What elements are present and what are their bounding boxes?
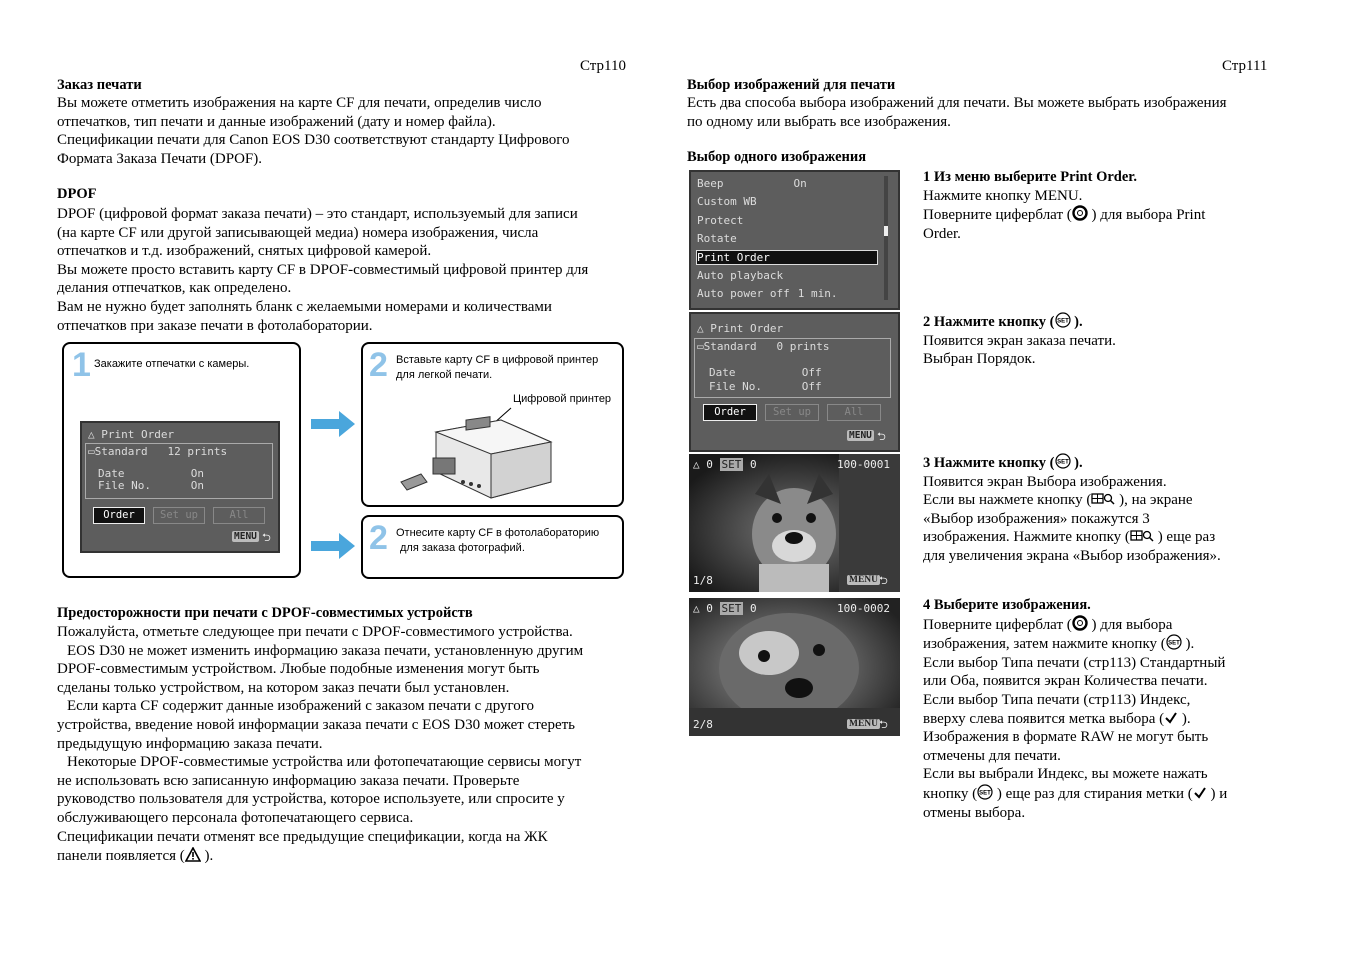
step3-title: 3 Нажмите кнопку ( SET ). bbox=[923, 455, 1083, 471]
step2b-number: 2 bbox=[369, 519, 388, 557]
intro-line: Формата Заказа Печати (DPOF). bbox=[57, 150, 263, 167]
step3-line: Появится экран Выбора изображения. bbox=[923, 473, 1167, 490]
intro-left bbox=[57, 94, 657, 168]
printer-icon bbox=[381, 402, 557, 500]
dial-icon bbox=[1072, 615, 1088, 631]
step4-line: или Оба, появится экран Количества печати. bbox=[923, 673, 1208, 690]
order-button: Order bbox=[703, 404, 757, 421]
step4-line: Поверните циферблат ( ) для выбора bbox=[923, 616, 1173, 633]
step1-block bbox=[923, 168, 1323, 243]
step4-line: Если вы выбрали Индекс, вы можете нажать bbox=[923, 766, 1208, 783]
step2a-text: Вставьте карту CF в цифровой принтер bbox=[396, 354, 599, 366]
intro-line: Вы можете отметить изображения на карте CF для печати, определив число bbox=[57, 95, 542, 111]
menu-screen bbox=[689, 170, 900, 310]
step2-line: Появится экран заказа печати. bbox=[923, 332, 1116, 349]
step3-line: «Выбор изображения» покажутся 3 bbox=[923, 510, 1150, 527]
cautions-text bbox=[57, 623, 657, 846]
all-button: All bbox=[827, 404, 881, 421]
step1-panel bbox=[62, 342, 301, 578]
photo2-file-number: 100-0002 bbox=[837, 602, 890, 615]
dpof-line: отпечатков при заказе печати в фотолаборатории. bbox=[57, 317, 373, 334]
dpof-line: отпечатков и т.д. изображений, снятых цифровой камерой. bbox=[57, 243, 432, 260]
back-arrow-icon: ⮌ bbox=[879, 574, 888, 587]
step4-line: Если выбор Типа печати (стр113) Стандартный bbox=[923, 654, 1226, 671]
intro-line: по одному или выбрать все изображения. bbox=[687, 113, 951, 130]
lcd-order-button: Order bbox=[93, 507, 145, 524]
step2-line: Выбран Порядок. bbox=[923, 351, 1036, 368]
caution-line: предыдущую информацию заказа печати. bbox=[57, 735, 323, 752]
order-title: △ Print Order bbox=[697, 322, 784, 335]
lcd-all-button: All bbox=[213, 507, 265, 524]
index-zoom-icon bbox=[1091, 492, 1115, 506]
intro-line: отпечатков, тип печати и данные изображений (дату и номер файла). bbox=[57, 113, 496, 130]
arrow-right-icon bbox=[311, 533, 357, 559]
caution-line: DPOF-совместимым устройством. Любые подобные изменения могут быть bbox=[57, 661, 540, 678]
step1-line: Нажмите кнопку MENU. bbox=[923, 187, 1083, 204]
step2a-text: для легкой печати. bbox=[396, 369, 493, 381]
order-standard: ▭Standard 0 prints bbox=[697, 340, 830, 353]
back-arrow-icon: ⮌ bbox=[877, 430, 886, 443]
page-number-right: Стр111 bbox=[1222, 58, 1268, 74]
lcd-date: Date On bbox=[98, 467, 204, 480]
set-button-icon bbox=[1055, 312, 1071, 328]
menu-badge: MENU bbox=[849, 430, 872, 441]
step4-line: отмены выбора. bbox=[923, 804, 1026, 821]
menu-item: Protect bbox=[697, 213, 744, 227]
step3-line: для увеличения экрана «Выбор изображения». bbox=[923, 547, 1221, 564]
svg-text:SET: SET bbox=[1167, 640, 1180, 647]
svg-text:SET: SET bbox=[1056, 459, 1069, 466]
step1-title: 1 Из меню выберите Print Order. bbox=[923, 169, 1138, 185]
dpof-line: DPOF (цифровой формат заказа печати) – это стандарт, используемый для записи bbox=[57, 206, 578, 222]
menu-item: Print Order bbox=[697, 251, 877, 264]
checkmark-icon bbox=[1164, 711, 1178, 725]
photo2-top-bar: △ 0 SET 0 bbox=[693, 602, 757, 615]
back-arrow-icon: ⮌ bbox=[262, 531, 271, 544]
step2a-panel bbox=[361, 342, 624, 507]
dial-icon bbox=[1072, 205, 1088, 221]
step1-line: Order. bbox=[923, 225, 961, 242]
caution-line: руководство пользователя для устройства, которое используете, или спросите у bbox=[57, 791, 565, 808]
cautions-heading: Предосторожности при печати с DPOF-совместимых устройств bbox=[57, 605, 473, 621]
step2b-panel bbox=[361, 515, 624, 579]
page-title-right: Выбор изображений для печати bbox=[687, 77, 896, 93]
step1-number: 1 bbox=[72, 346, 91, 384]
single-image-heading: Выбор одного изображения bbox=[687, 149, 867, 165]
menu-scrollbar bbox=[884, 176, 888, 300]
step4-line: отмечены для печати. bbox=[923, 747, 1061, 764]
dpof-text bbox=[57, 205, 657, 335]
printer-label: Цифровой принтер bbox=[513, 393, 612, 405]
intro-right bbox=[687, 94, 1307, 131]
dpof-line: делания отпечатков, как определено. bbox=[57, 280, 292, 297]
photo1-menu-badge: MENU bbox=[849, 575, 879, 585]
step4-block bbox=[923, 596, 1343, 822]
arrow-right-icon bbox=[311, 411, 357, 437]
caution-line: устройства, введение новой информации заказа печати с EOS D30 может стереть bbox=[57, 716, 576, 733]
caution-line: Спецификации печати отменят все предыдущие спецификации, когда на ЖК bbox=[57, 828, 548, 845]
menu-item: Rotate bbox=[697, 232, 737, 246]
step3-block bbox=[923, 453, 1343, 566]
intro-line: Есть два способа выбора изображений для печати. Вы можете выбрать изображения bbox=[687, 95, 1227, 111]
svg-text:SET: SET bbox=[979, 790, 992, 797]
caution-line: Некоторые DPOF-совместимые устройства или фотопечатающие сервисы могут bbox=[67, 754, 582, 771]
dpof-line: (на карте CF или другой записывающей медиа) номера изображения, числа bbox=[57, 224, 539, 241]
index-zoom-icon bbox=[1130, 529, 1154, 543]
set-button-icon bbox=[1055, 453, 1071, 469]
dpof-illustration bbox=[57, 338, 631, 584]
back-arrow-icon: ⮌ bbox=[879, 718, 888, 731]
setup-button: Set up bbox=[765, 404, 819, 421]
page-title-left: Заказ печати bbox=[57, 77, 142, 93]
photo2-menu-badge: MENU bbox=[849, 719, 879, 729]
menu-item: Auto power off 1 min. bbox=[697, 287, 838, 301]
step3-line: изображения. Нажмите кнопку ( ) еще раз bbox=[923, 529, 1216, 546]
lcd-file: File No. On bbox=[98, 479, 204, 492]
step4-line: вверху слева появится метка выбора ( ). bbox=[923, 710, 1191, 727]
step4-line: изображения, затем нажмите кнопку ( SET ). bbox=[923, 636, 1195, 653]
lcd-title: △ Print Order bbox=[88, 428, 175, 441]
menu-item: Auto playback bbox=[697, 269, 784, 282]
photo2-index: 2/8 bbox=[693, 718, 713, 731]
photo1-file-number: 100-0001 bbox=[837, 458, 890, 471]
caution-line: обслуживающего персонала фотопечатающего сервиса. bbox=[57, 809, 414, 826]
caution-line: Если карта CF содержит данные изображений с заказом печати с другого bbox=[67, 698, 535, 715]
step4-line: Если выбор Типа печати (стр113) Индекс, bbox=[923, 691, 1191, 708]
caution-line: EOS D30 не может изменить информацию заказа печати, установленную другим bbox=[67, 642, 584, 659]
dpof-heading: DPOF bbox=[57, 186, 97, 202]
dpof-line: Вы можете просто вставить карту CF в DPOF-совместимый цифровой принтер для bbox=[57, 261, 589, 278]
page-number-left: Стр110 bbox=[580, 58, 626, 74]
step2b-text: для заказа фотографий. bbox=[400, 542, 525, 554]
set-button-icon bbox=[1166, 634, 1182, 650]
lcd-menu-badge: MENU bbox=[234, 531, 257, 542]
print-order-screen bbox=[689, 312, 900, 452]
step2a-number: 2 bbox=[369, 346, 388, 384]
order-file: File No. Off bbox=[709, 380, 822, 393]
step4-title: 4 Выберите изображения. bbox=[923, 597, 1091, 613]
illustration-lcd bbox=[80, 421, 280, 553]
intro-line: Спецификации печати для Canon EOS D30 соответствуют стандарту Цифрового bbox=[57, 132, 570, 149]
step4-line: Изображения в формате RAW не могут быть bbox=[923, 729, 1209, 746]
dpof-line: Вам не нужно будет заполнять бланк с желаемыми номерами и количествами bbox=[57, 298, 552, 315]
dog-photo-2 bbox=[689, 598, 900, 736]
lcd-setup-button: Set up bbox=[153, 507, 205, 524]
caution-line: сделаны только устройством, на котором заказ печати был установлен. bbox=[57, 679, 510, 696]
lcd-standard: ▭Standard 12 prints bbox=[88, 445, 228, 458]
step1-line: Поверните циферблат ( ) для выбора Print bbox=[923, 207, 1206, 224]
order-date: Date Off bbox=[709, 366, 822, 379]
cautions-last-line: панели появляется ( ). bbox=[57, 848, 214, 864]
step2-title: 2 Нажмите кнопку ( SET ). bbox=[923, 314, 1083, 330]
step2b-text: Отнесите карту CF в фотолабораторию bbox=[396, 527, 600, 539]
warning-icon bbox=[185, 847, 201, 862]
menu-item: Beep On bbox=[697, 177, 807, 190]
step3-line: Если вы нажмете кнопку ( ), на экране bbox=[923, 492, 1193, 509]
menu-item: Custom WB bbox=[697, 195, 757, 209]
photo1-index: 1/8 bbox=[693, 574, 713, 587]
caution-line: Пожалуйста, отметьте следующее при печати с DPOF-совместимого устройства. bbox=[57, 624, 573, 640]
dog-image bbox=[689, 598, 900, 736]
checkmark-icon bbox=[1193, 786, 1207, 800]
step4-line: кнопку ( SET ) еще раз для стирания метки ( ) и bbox=[923, 785, 1228, 802]
svg-text:SET: SET bbox=[1056, 318, 1069, 325]
step2-block bbox=[923, 312, 1323, 369]
dog-photo-1 bbox=[689, 454, 900, 592]
step1-text: Закажите отпечатки с камеры. bbox=[94, 358, 250, 370]
photo1-top-bar: △ 0 SET 0 bbox=[693, 458, 757, 471]
dog-image bbox=[689, 454, 900, 592]
caution-line: не использовать всю записанную информацию заказа печати. Проверьте bbox=[57, 772, 520, 789]
set-button-icon bbox=[977, 784, 993, 800]
